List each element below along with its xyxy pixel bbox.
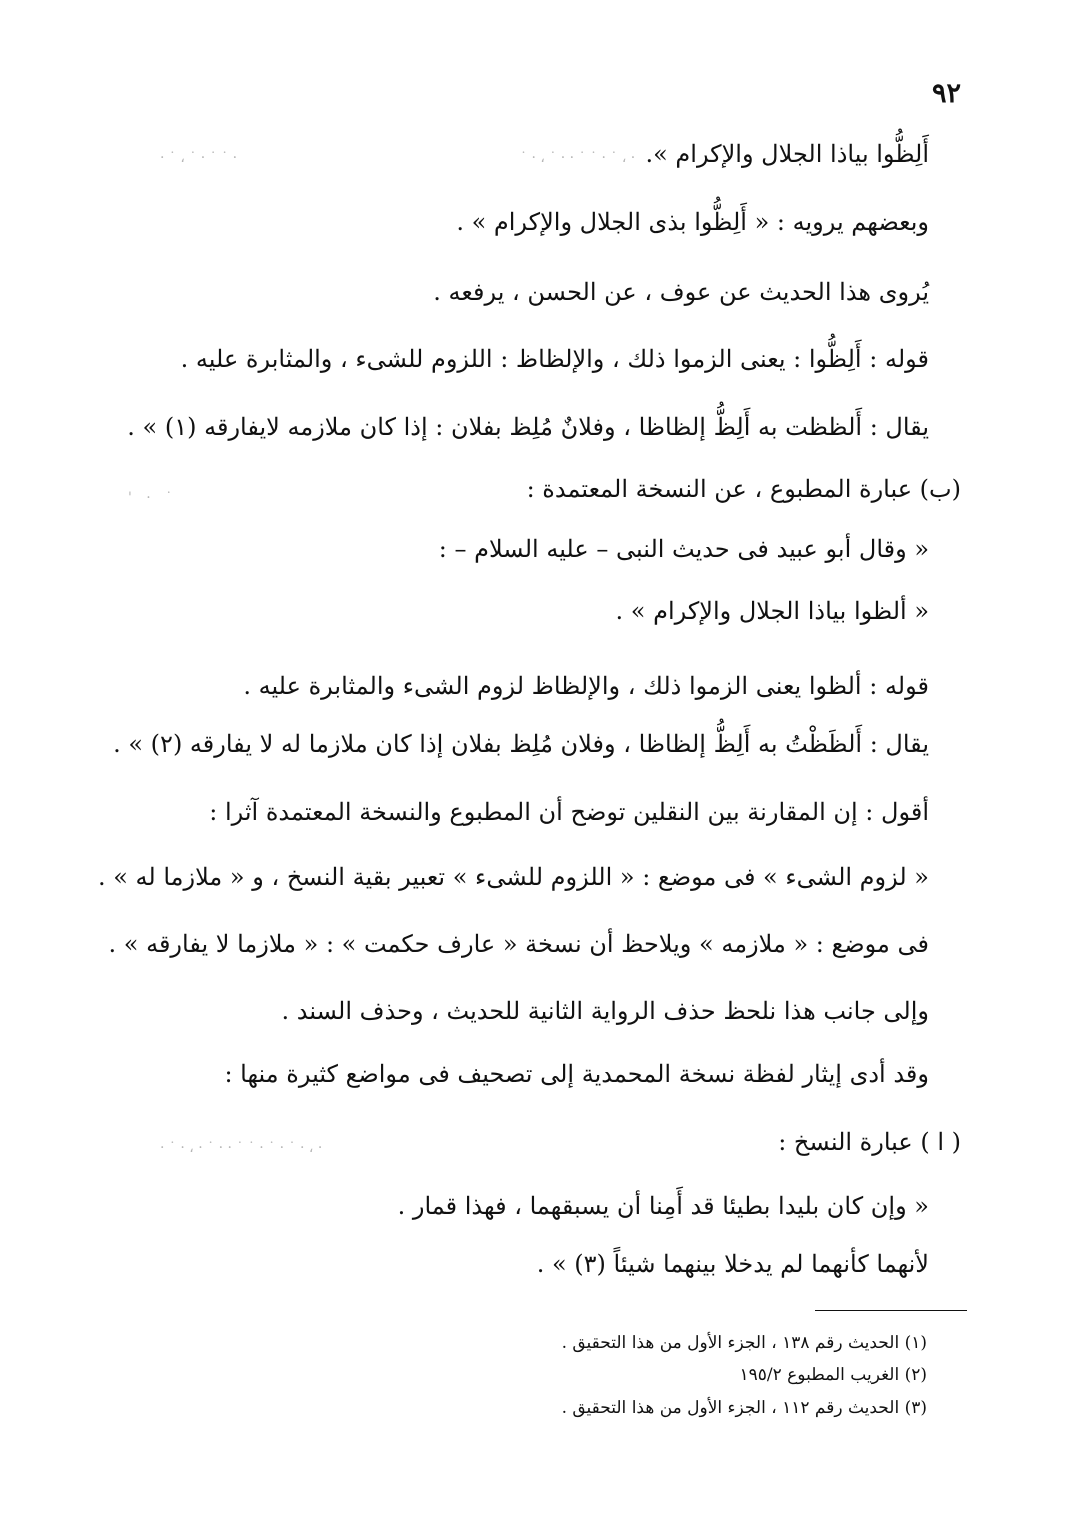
scan-noise: ˙ · ، ˙ · · ˙ ˙ · ˙ ، · <box>520 150 636 166</box>
text-line: أَلِظُّوا بياذا الجلال والإكرام ». <box>645 140 929 168</box>
footnote: (٢) الغريب المطبوع ١٩٥/٢ <box>739 1365 927 1385</box>
text-line: « وإن كان بليدا بطيئا قد أَمِنا أن يسبقهما ، فهذا قمار . <box>397 1192 929 1220</box>
footnote: (٣) الحديث رقم ١١٢ ، الجزء الأول من هذا التحقيق . <box>561 1398 927 1418</box>
text-line: يقال : أَلظظت به أَلِظُّ إلظاظا ، وفلانٌ مُلِظ بفلان : إذا كان ملازمه لايفارقه (١) » . <box>127 413 929 441</box>
text-line: قوله : أَلِظُّوا : يعنى الزموا ذلك ، والإلظاظ : اللزوم للشىء ، والمثابرة عليه . <box>180 345 929 373</box>
section-heading: ( ا ) عبارة النسخ : <box>778 1128 961 1156</box>
text-line: وقد أدى إيثار لفظة نسخة المحمدية إلى تصحيف فى مواضع كثيرة منها : <box>224 1060 929 1088</box>
section-heading: (ب) عبارة المطبوع ، عن النسخة المعتمدة : <box>526 475 961 503</box>
text-line: « لزوم الشىء » فى موضع : « اللزوم للشىء » تعبير بقية النسخ ، و « ملازما له » . <box>97 863 929 891</box>
page-number: ٩٢ <box>931 78 961 109</box>
footnote-separator <box>815 1310 967 1311</box>
text-line: فى موضع : « ملازمه » ويلاحظ أن نسخة « عارف حكمت » : « ملازما لا يفارقه » . <box>108 930 929 958</box>
text-line: يُروى هذا الحديث عن عوف ، عن الحسن ، يرفعه . <box>433 278 929 306</box>
text-line: « ألظوا بياذا الجلال والإكرام » . <box>615 597 929 625</box>
text-line: أقول : إن المقارنة بين النقلين توضح أن المطبوع والنسخة المعتمدة آثرا : <box>209 798 929 826</box>
text-line: « وقال أبو عبيد فى حديث النبى – عليه السلام – : <box>438 535 929 563</box>
text-line: وإلى جانب هذا نلحظ حذف الرواية الثانية للحديث ، وحذف السند . <box>281 997 929 1025</box>
scan-noise: · ˙ · ، · ˙ · · ˙ ˙ · ˙ · ˙ · ، · <box>160 1140 323 1156</box>
text-line: يقال : أَلظَظْتُ به أَلِظُّ إلظاظا ، وفلان مُلِظ بفلان إذا كان ملازما له لا يفارقه (٢) » . <box>113 730 929 758</box>
scan-noise: · ˙ ، ˙ · ˙ ˙ · <box>160 150 238 166</box>
scan-noise: ' · ˙ <box>128 490 178 506</box>
text-line: لأنهما كأنهما لم يدخلا بينهما شيئاً (٣) » . <box>536 1250 929 1278</box>
footnote: (١) الحديث رقم ١٣٨ ، الجزء الأول من هذا التحقيق . <box>561 1333 927 1353</box>
text-line: قوله : ألظوا يعنى الزموا ذلك ، والإلظاظ لزوم الشىء والمثابرة عليه . <box>243 672 929 700</box>
text-line: وبعضهم يرويه : « أَلِظُّوا بذى الجلال والإكرام » . <box>456 208 929 236</box>
